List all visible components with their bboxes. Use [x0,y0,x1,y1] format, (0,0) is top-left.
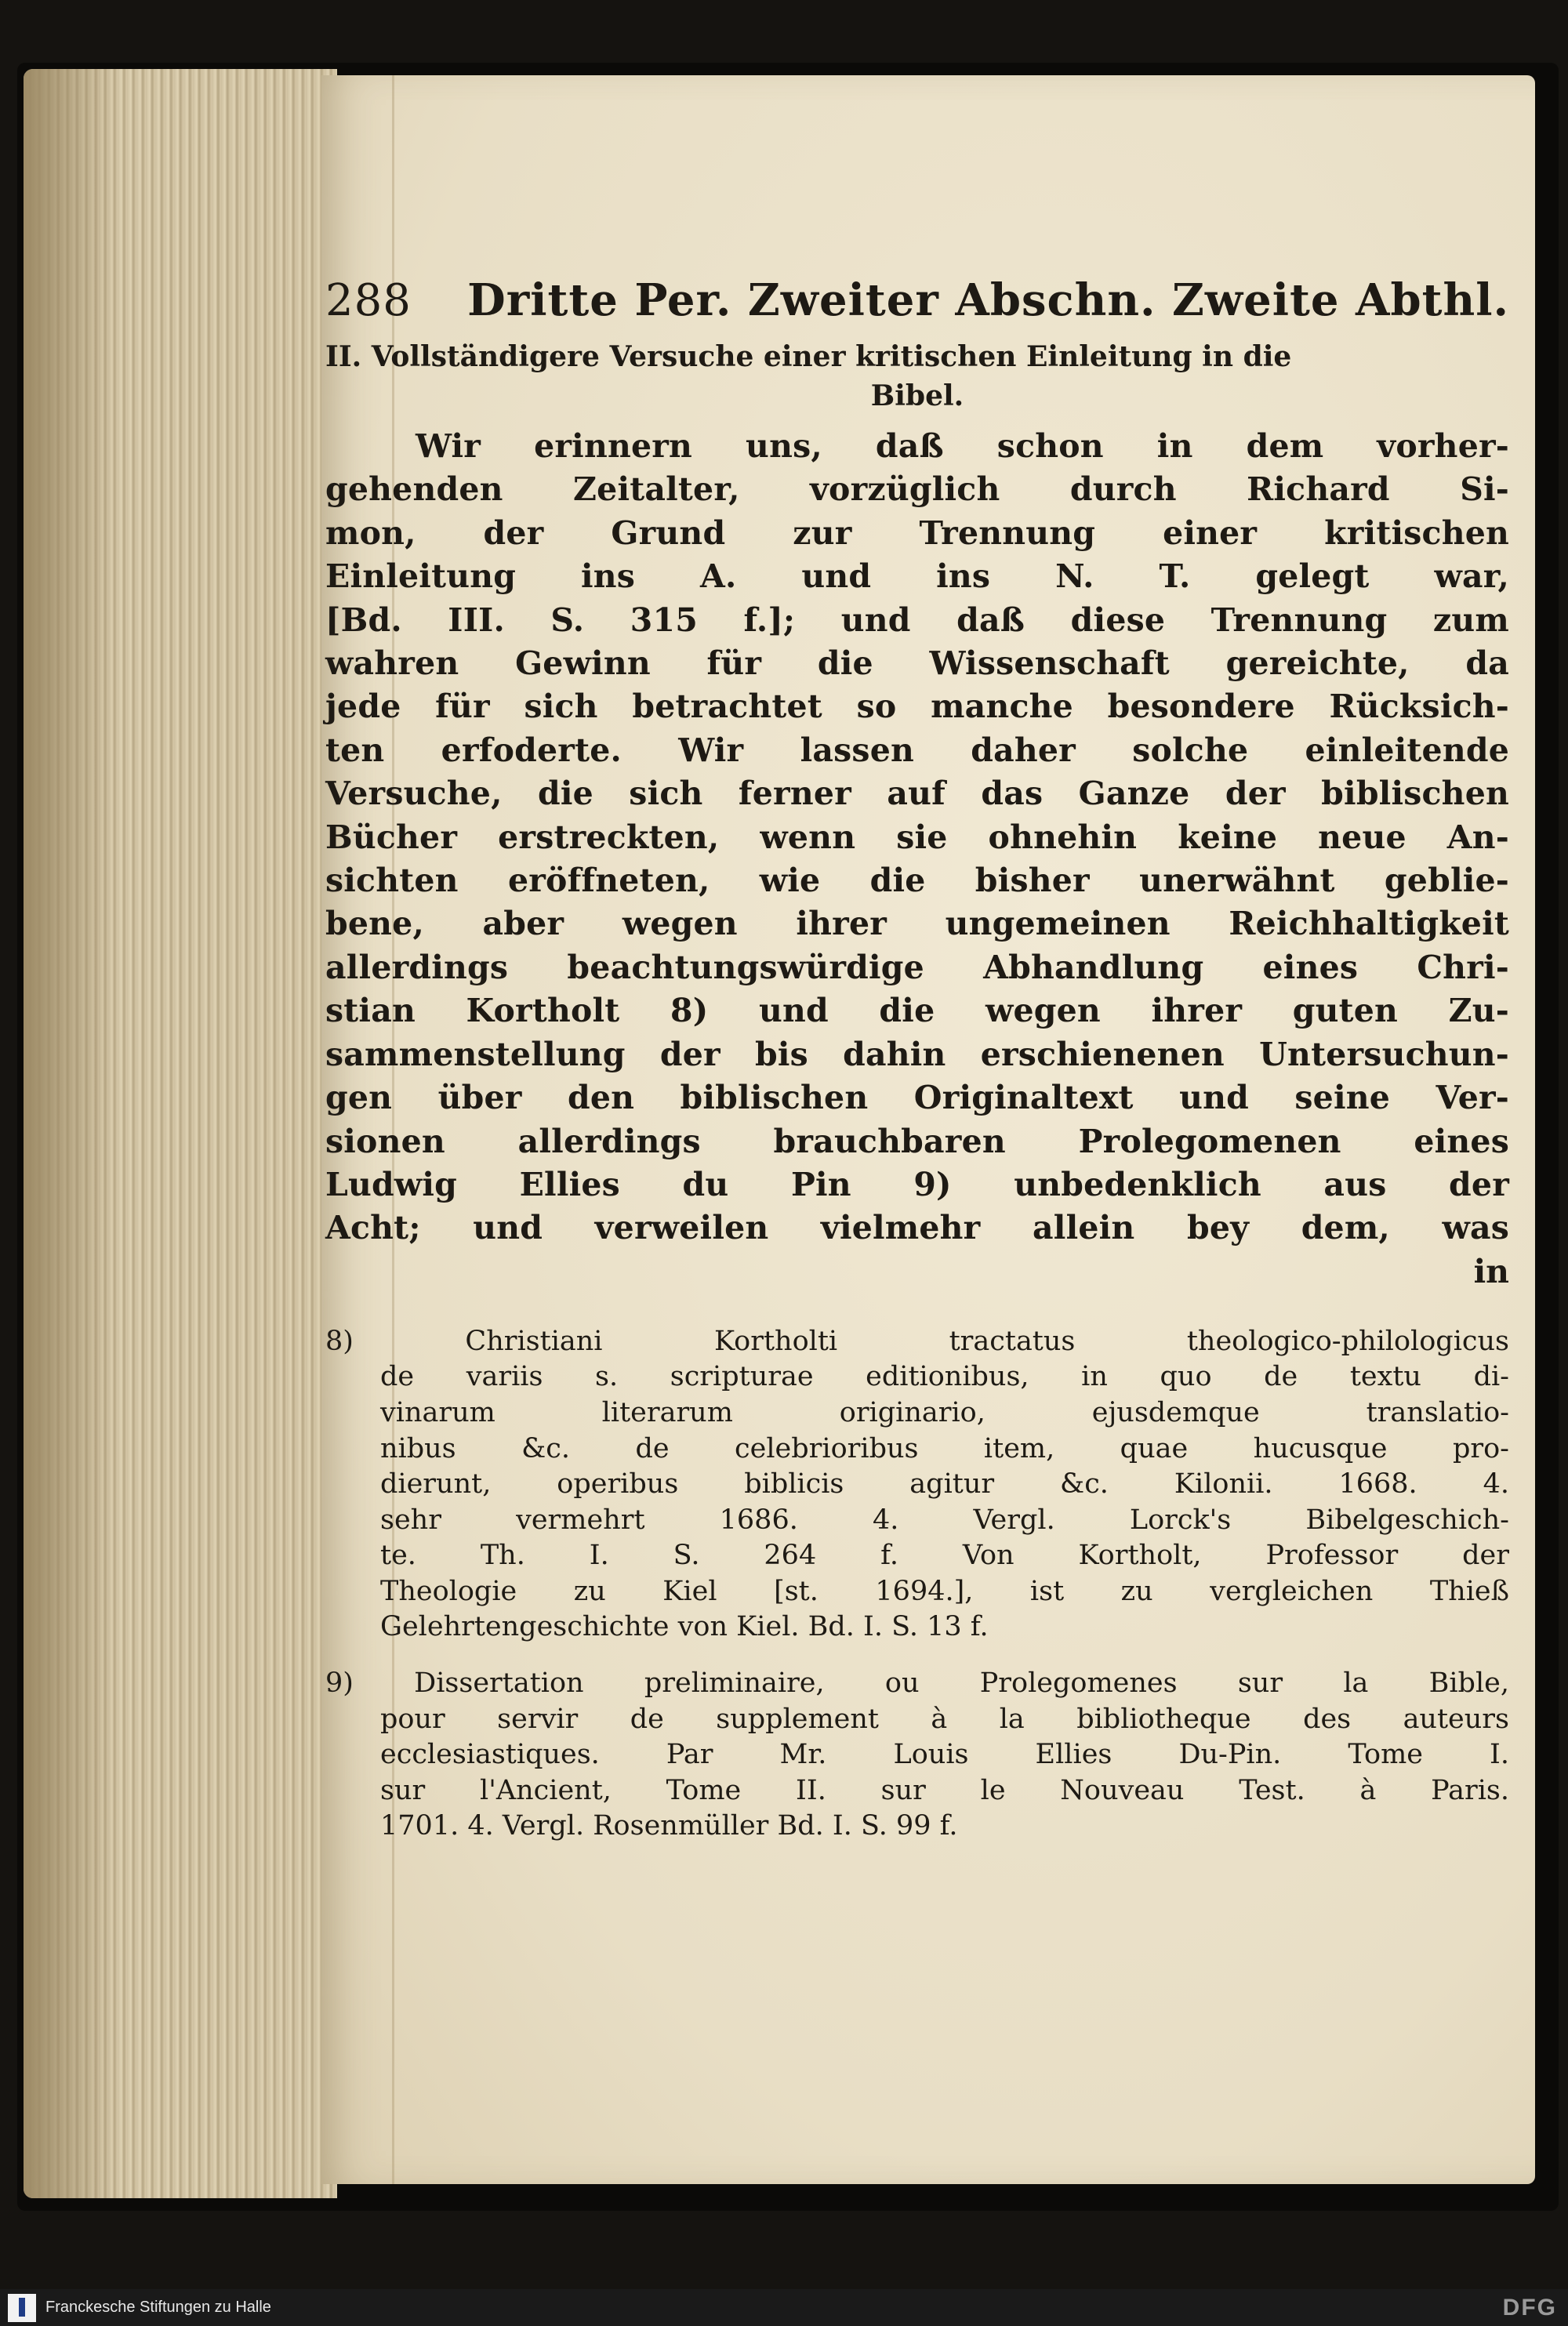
body-line: [Bd. III. S. 315 f.]; und daß diese Trennung zum [325,601,1509,639]
footnote-line: sehr vermehrt 1686. 4. Vergl. Lorck's Bibelgeschich- [380,1504,1509,1536]
footnote-line: de variis s. scripturae editionibus, in quo de textu di- [380,1361,1509,1393]
footnote-line: pour servir de supplement à la bibliotheque des auteurs [380,1703,1509,1735]
footnote-line: dierunt, operibus biblicis agitur &c. Kilonii. 1668. 4. [380,1468,1509,1500]
section-heading [325,337,1509,415]
footnote-line: Theologie zu Kiel [st. 1694.], ist zu vergleichen Thieß [380,1575,1509,1607]
body-line: Einleitung ins A. und ins N. T. gelegt war, [325,557,1509,596]
footnote-line: 8) Christiani Kortholti tractatus theologico-philologicus [325,1325,1509,1357]
body-line: Bücher erstreckten, wenn sie ohnehin keine neue An- [325,818,1509,856]
body-line: sichten eröffneten, wie die bisher unerwähnt geblie- [325,862,1509,900]
catchword: in [1473,1252,1509,1290]
body-line: Versuche, die sich ferner auf das Ganze der biblischen [325,775,1509,813]
footnote-line: ecclesiastiques. Par Mr. Louis Ellies Du-Pin. Tome I. [380,1739,1509,1771]
body-line: sammenstellung der bis dahin erschienenen Untersuchun- [325,1035,1509,1073]
body-line: Wir erinnern uns, daß schon in dem vorher- [416,427,1509,465]
body-line: stian Kortholt 8) und die wegen ihrer guten Zu- [325,992,1509,1030]
footnote-8 [325,1324,1509,1646]
body-line: jede für sich betrachtet so manche besondere Rücksich- [325,688,1509,726]
section-heading-line: Bibel. [870,379,964,412]
footnote-line: sur l'Ancient, Tome II. sur le Nouveau Test. à Paris. [380,1774,1509,1806]
body-line: wahren Gewinn für die Wissenschaft gereichte, da [325,644,1509,683]
footnote-line: 1701. 4. Vergl. Rosenmüller Bd. I. S. 99 f. [380,1810,958,1842]
body-line: Acht; und verweilen vielmehr allein bey dem, was [325,1209,1509,1247]
dfg-logo[interactable]: DFG [1502,2294,1557,2321]
body-paragraph [325,425,1509,1250]
body-line: sionen allerdings brauchbaren Prolegomenen eines [325,1122,1509,1160]
institution-logo-icon [8,2294,36,2322]
footnote-line: 9) Dissertation preliminaire, ou Prolegomenes sur la Bible, [325,1667,1509,1700]
body-line: ten erfoderte. Wir lassen daher solche einleitende [325,731,1509,769]
footnote-line: nibus &c. de celebrioribus item, quae hucusque pro- [380,1432,1509,1464]
body-line: gen über den biblischen Originaltext und seine Ver- [325,1079,1509,1117]
footnote-line: vinarum literarum originario, ejusdemque translatio- [380,1396,1509,1428]
page-edges [24,69,337,2198]
footnote-9 [325,1666,1509,1845]
body-line: bene, aber wegen ihrer ungemeinen Reichhaltigkeit [325,905,1509,943]
footer-institution[interactable] [8,2294,271,2322]
page-text [325,274,1509,1845]
body-line: gehenden Zeitalter, vorzüglich durch Richard Si- [325,470,1509,509]
body-line: Ludwig Ellies du Pin 9) unbedenklich aus der [325,1165,1509,1203]
footnote-line: Gelehrtengeschichte von Kiel. Bd. I. S. 13 f. [380,1611,989,1643]
footnote-line: te. Th. I. S. 264 f. Von Kortholt, Professor der [380,1540,1509,1572]
page-number: 288 [325,275,412,326]
viewer-footer [0,2289,1568,2326]
footnote-gap [325,1646,1509,1666]
running-title: Dritte Per. Zweiter Abschn. Zweite Abthl. [467,274,1509,326]
body-line: mon, der Grund zur Trennung einer kritischen [325,513,1509,552]
body-line: allerdings beachtungswürdige Abhandlung eines Chri- [325,948,1509,986]
running-header [325,274,1509,326]
section-heading-line: II. Vollständigere Versuche einer kritischen Einleitung in die [325,340,1292,373]
institution-name: Franckesche Stiftungen zu Halle [45,2299,271,2316]
